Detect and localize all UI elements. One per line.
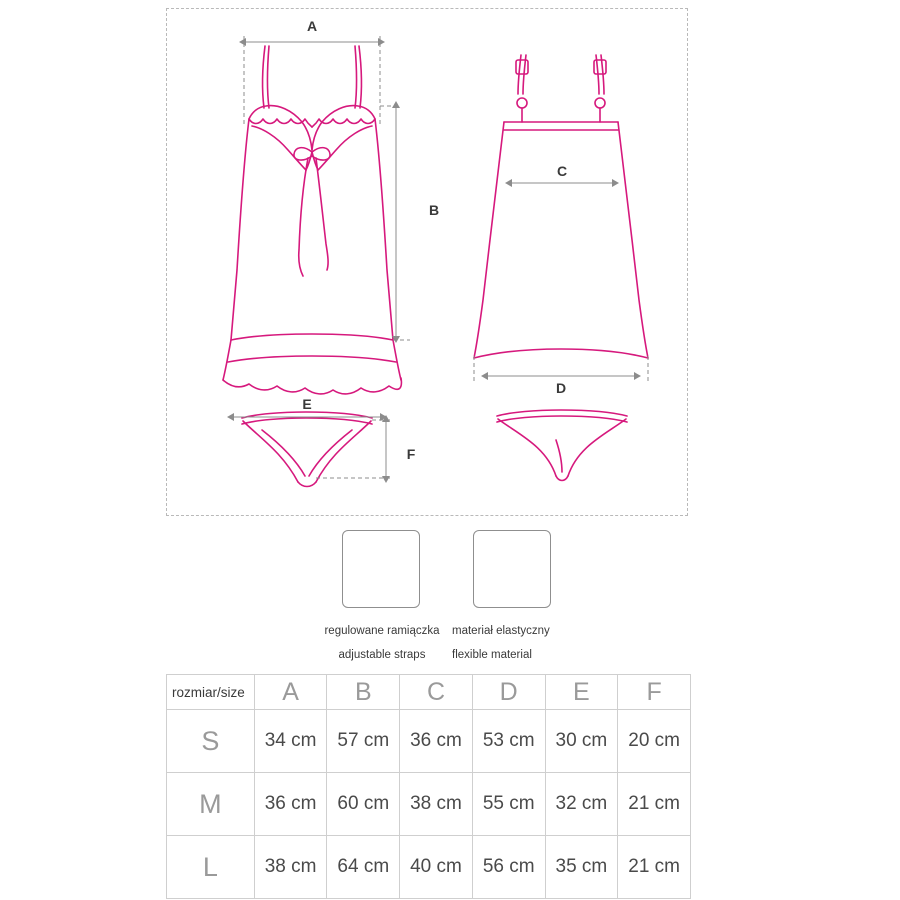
- cell-m-d: 55 cm: [472, 773, 545, 836]
- cell-s-e: 30 cm: [545, 710, 618, 773]
- cell-m-c: 38 cm: [400, 773, 473, 836]
- header-col-a: A: [254, 675, 327, 710]
- size-name-s: S: [167, 710, 255, 773]
- header-col-e: E: [545, 675, 618, 710]
- adjustable-straps-caption-pl: regulowane ramiączka: [324, 625, 440, 637]
- dimension-label-F: F: [406, 446, 416, 462]
- cell-l-f: 21 cm: [618, 836, 691, 899]
- table-row: [167, 836, 691, 899]
- size-name-m: M: [167, 773, 255, 836]
- header-col-d: D: [472, 675, 545, 710]
- dimension-label-B: B: [428, 202, 440, 218]
- cell-s-b: 57 cm: [327, 710, 400, 773]
- table-header-row: [167, 675, 691, 710]
- cell-s-d: 53 cm: [472, 710, 545, 773]
- cell-s-f: 20 cm: [618, 710, 691, 773]
- adjustable-straps-icon: [342, 530, 420, 608]
- dimension-label-E: E: [302, 396, 312, 412]
- dimension-label-A: A: [306, 18, 318, 34]
- cell-m-e: 32 cm: [545, 773, 618, 836]
- adjustable-straps-caption-en: adjustable straps: [338, 649, 426, 661]
- cell-l-c: 40 cm: [400, 836, 473, 899]
- cell-m-b: 60 cm: [327, 773, 400, 836]
- cell-s-a: 34 cm: [254, 710, 327, 773]
- cell-m-f: 21 cm: [618, 773, 691, 836]
- cell-s-c: 36 cm: [400, 710, 473, 773]
- header-col-c: C: [400, 675, 473, 710]
- cell-l-d: 56 cm: [472, 836, 545, 899]
- cell-l-b: 64 cm: [327, 836, 400, 899]
- dimension-label-D: D: [555, 380, 567, 396]
- flexible-material-caption-en: flexible material: [452, 649, 532, 661]
- cell-m-a: 36 cm: [254, 773, 327, 836]
- size-name-l: L: [167, 836, 255, 899]
- dimension-label-C: C: [556, 163, 568, 179]
- header-col-b: B: [327, 675, 400, 710]
- flexible-material-caption-pl: materiał elastyczny: [452, 625, 550, 637]
- cell-l-e: 35 cm: [545, 836, 618, 899]
- table-row: [167, 710, 691, 773]
- cell-l-a: 38 cm: [254, 836, 327, 899]
- feature-icons-row: [300, 530, 620, 670]
- header-col-f: F: [618, 675, 691, 710]
- garment-measurement-diagram: [166, 8, 688, 516]
- size-table: [166, 674, 691, 899]
- flexible-material-icon: [473, 530, 551, 608]
- table-row: [167, 773, 691, 836]
- header-size-label: rozmiar/size: [167, 675, 255, 710]
